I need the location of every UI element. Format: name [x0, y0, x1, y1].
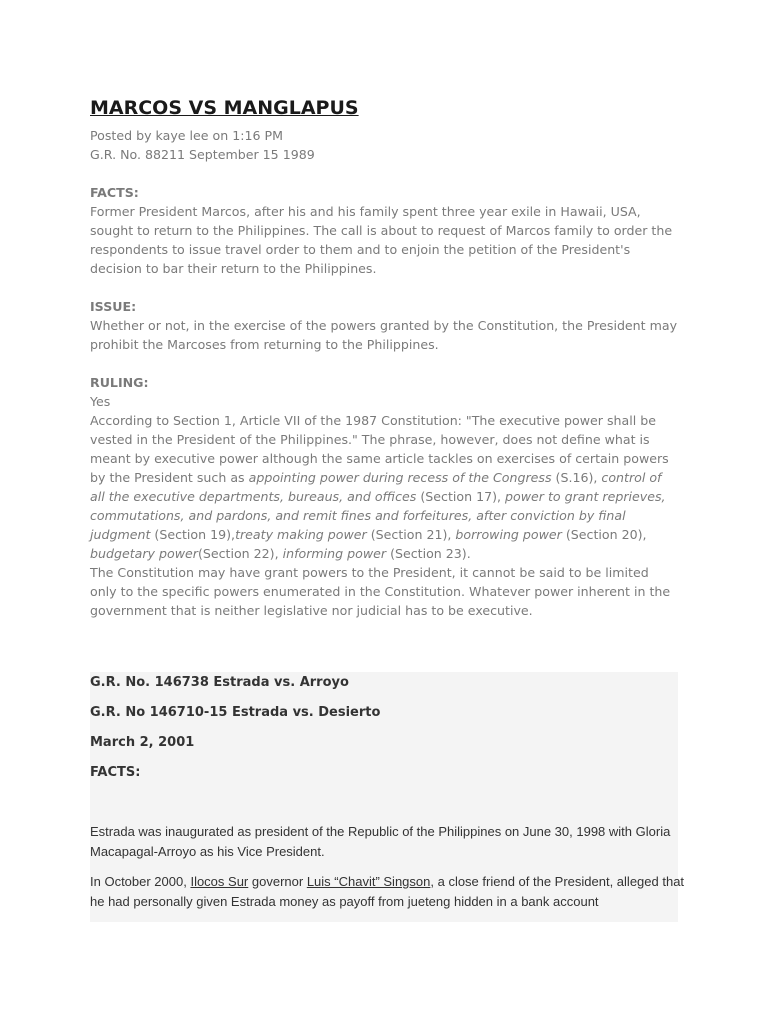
ruling-text: (Section 19), [150, 527, 236, 542]
facts-label: FACTS: [90, 185, 139, 200]
case-date: March 2, 2001 [90, 735, 195, 750]
facts-text: Former President Marcos, after his and his family spent three year exile in Hawaii, USA, sought to return to the Philippines. The call is about to request of Marcos family to order the respondents to issue travel order to them and to enjoin the petition of the President's decision to bar their return to the Philippines. [90, 204, 673, 276]
ruling-text: (Section 17), [416, 489, 506, 504]
post-byline: Posted by kaye lee on 1:16 PM [90, 128, 283, 143]
estrada-facts-label: FACTS: [90, 765, 141, 780]
ruling-italic: treaty making power [235, 527, 367, 542]
issue-label: ISSUE: [90, 299, 137, 314]
ruling-italic: budgetary power [90, 546, 198, 561]
ruling-italic: control of all the executive departments, bureaus, and offices [90, 470, 662, 504]
ruling-answer: Yes [90, 394, 111, 409]
case-heading-desierto: G.R. No 146710-15 Estrada vs. Desierto [90, 705, 381, 720]
estrada-paragraph-2 [90, 872, 690, 912]
ruling-label: RULING: [90, 375, 149, 390]
issue-text: Whether or not, in the exercise of the powers granted by the Constitution, the President may prohibit the Marcoses from returning to the Philippines. [90, 318, 678, 352]
ruling-text: (Section 21), [366, 527, 456, 542]
ruling-paragraph [90, 411, 678, 563]
ruling-text: (Section 22), [197, 546, 283, 561]
paragraph-text: In October 2000, [90, 874, 191, 889]
ruling-text: (Section 20), [561, 527, 647, 542]
ruling-italic: borrowing power [455, 527, 562, 542]
estrada-section [90, 672, 685, 922]
ruling-italic: power to grant reprieves, commutations, and pardons, and remit fines and forfeitures, after conviction by final judgment [90, 489, 666, 542]
ruling-conclusion: The Constitution may have grant powers to the President, it cannot be said to be limited only to the specific powers enumerated in the Constitution. Whatever power inherent in the government that is neither legislative nor judicial has to be executive. [90, 565, 671, 618]
paragraph-text: , a close friend of the President, alleged that he had personally given Estrada money as payoff from jueteng hidden in a bank account [90, 874, 685, 909]
post-title: MARCOS VS MANGLAPUS [90, 97, 359, 119]
ruling-text: (Section 23). [386, 546, 471, 561]
ruling-italic: appointing power during recess of the Congress [248, 470, 552, 485]
ruling-text: (S.16), [551, 470, 602, 485]
ruling-text: According to Section 1, Article VII of the 1987 Constitution: "The executive power shall be vested in the President of the Philippines." The phrase, however, does not define what is meant by executive power although the same article tackles on exercises of certain powers by the President such as [90, 413, 669, 485]
singson-link[interactable]: Luis “Chavit” Singson [306, 874, 431, 889]
paragraph-text: governor [248, 874, 307, 889]
case-heading-arroyo: G.R. No. 146738 Estrada vs. Arroyo [90, 675, 349, 690]
estrada-paragraph-1: Estrada was inaugurated as president of the Republic of the Philippines on June 30, 1998 with Gloria Macapagal-Arroyo as his Vice President. [90, 824, 671, 859]
ruling-italic: informing power [282, 546, 387, 561]
case-number: G.R. No. 88211 September 15 1989 [90, 147, 315, 162]
ilocos-sur-link[interactable]: Ilocos Sur [190, 874, 249, 889]
